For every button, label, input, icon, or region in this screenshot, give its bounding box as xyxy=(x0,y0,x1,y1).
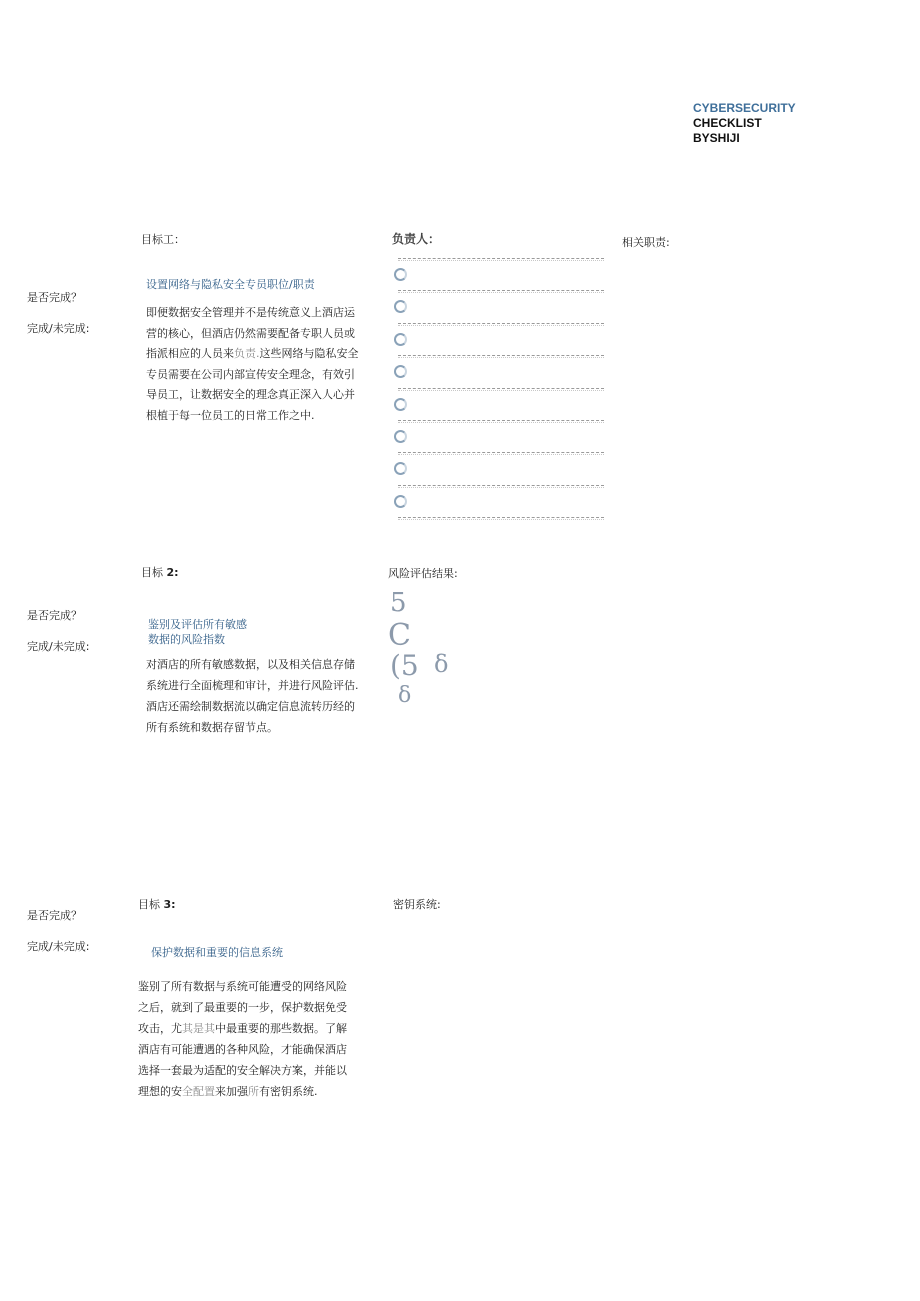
goal2-subtitle-line1: 鉴别及评估所有敏感 xyxy=(148,618,247,631)
goal1-body-c: 这些网络与隐私安全专员需要在公司内部宣传安全理念，有效引导员工，让数据安全的理念真正深入人心并根植于每一位员工的日常工作之中. xyxy=(146,347,359,422)
risk-mark: C xyxy=(388,618,411,653)
owner-label: 负责人： xyxy=(392,232,441,246)
radio-circle-icon[interactable] xyxy=(394,430,407,443)
owner-checklist xyxy=(394,248,604,523)
radio-circle-icon[interactable] xyxy=(394,398,407,411)
risk-mark: (5 xyxy=(390,649,419,682)
checklist-end xyxy=(394,507,604,523)
radio-circle-icon[interactable] xyxy=(394,495,407,508)
goal3-body-a: 鉴别了所有数据与系统可能遭受的网络风险之后，就到了最重要的一步，保护数据免受攻击，尤 xyxy=(138,980,347,1035)
goal1-done-question: 是否完成？ xyxy=(27,291,82,304)
goal3-label xyxy=(138,896,176,912)
key-system-label: 密钥系统: xyxy=(393,898,441,911)
brand-line-1: CYBERSECURITY xyxy=(693,101,796,115)
goal2-body: 对酒店的所有敏感数据，以及相关信息存储系统进行全面梳理和审计，并进行风险评估.酒店还需绘制数据流以确定信息流转历经的所有系统和数据存留节点。 xyxy=(146,658,359,734)
duties-label: 相关职责: xyxy=(622,236,670,249)
checklist-row[interactable] xyxy=(394,313,604,345)
risk-mark: δ xyxy=(398,683,412,708)
goal3-body-c: 中最重要的那些数据。了解酒店有可能遭遇的各种风险，才能确保酒店选择一套最为适配的安全解决方案，并能以理想的安 xyxy=(138,1022,347,1098)
goal2-done-question: 是否完成？ xyxy=(27,609,82,622)
brand-line-2: CHECKLIST xyxy=(693,116,762,130)
goal3-body-g: 有密钥系统. xyxy=(259,1085,318,1098)
radio-circle-icon[interactable] xyxy=(394,268,407,281)
goal1-body-b: 负责. xyxy=(234,347,260,360)
goal3-done-question: 是否完成？ xyxy=(27,909,82,922)
checklist-row[interactable] xyxy=(394,378,604,410)
goal3-label-prefix: 目标 xyxy=(138,898,160,911)
goal3-body-d: 全配置 xyxy=(182,1085,215,1098)
goal2-label xyxy=(141,564,179,580)
goal1-body xyxy=(146,303,361,426)
checklist-row[interactable] xyxy=(394,410,604,442)
radio-circle-icon[interactable] xyxy=(394,333,407,346)
radio-circle-icon[interactable] xyxy=(394,300,407,313)
risk-mark: 5 xyxy=(390,588,407,618)
goal1-body-a: 即便数据安全管理并不是传统意义上酒店运营的核心，但酒店仍然需要配备专职人员或指派相应的人员来 xyxy=(146,306,355,360)
checklist-row[interactable] xyxy=(394,248,604,280)
brand-line-3: BYSHIJI xyxy=(693,131,740,145)
goal1-label: 目标工： xyxy=(141,233,185,246)
goal2-label-num: 2: xyxy=(166,566,179,579)
goal3-body-e: 来加强 xyxy=(215,1085,248,1098)
goal3-subtitle: 保护数据和重要的信息系统 xyxy=(151,946,283,959)
risk-mark: δ xyxy=(434,650,449,678)
goal3-body xyxy=(138,976,353,1102)
brand-title xyxy=(693,101,796,146)
risk-label: 风险评估结果: xyxy=(388,567,458,580)
checklist-row[interactable] xyxy=(394,442,604,474)
goal2-subtitle xyxy=(148,617,247,647)
goal2-label-prefix: 目标 xyxy=(141,566,163,579)
checklist-row[interactable] xyxy=(394,475,604,507)
goal2-subtitle-line2: 数据的风险指数 xyxy=(148,633,225,646)
goal1-done-status[interactable]: 完成/未完成: xyxy=(27,322,90,335)
radio-circle-icon[interactable] xyxy=(394,462,407,475)
goal1-subtitle: 设置网络与隐私安全专员职位/职责 xyxy=(146,278,315,291)
goal3-body-b: 其是其 xyxy=(182,1022,215,1035)
checklist-row[interactable] xyxy=(394,345,604,377)
goal3-done-status[interactable]: 完成/未完成: xyxy=(27,940,90,953)
radio-circle-icon[interactable] xyxy=(394,365,407,378)
goal2-done-status[interactable]: 完成/未完成: xyxy=(27,640,90,653)
goal3-body-f: 所 xyxy=(248,1085,259,1098)
checklist-row[interactable] xyxy=(394,280,604,312)
goal3-label-num: 3: xyxy=(163,898,176,911)
